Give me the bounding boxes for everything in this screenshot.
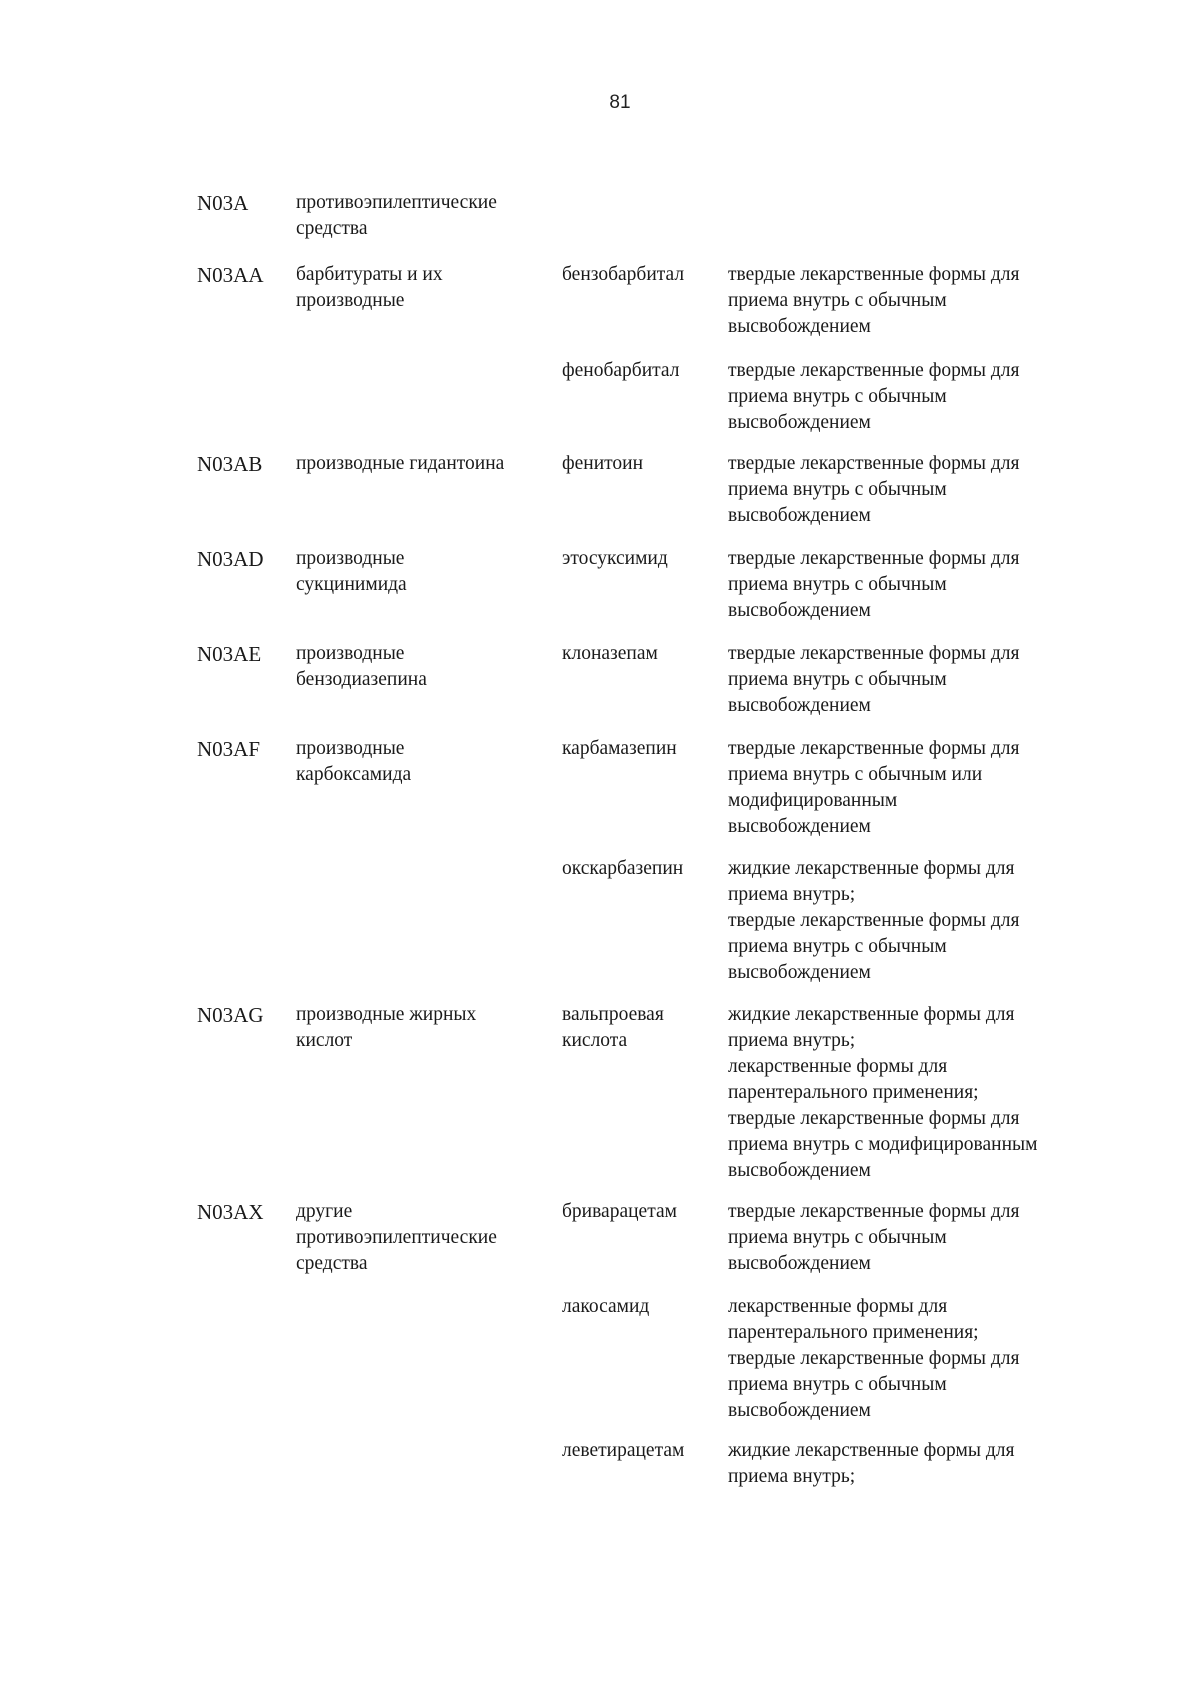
dosage-forms-cell [728,736,1098,840]
dosage-forms-line: высвобождением [728,695,871,716]
dosage-forms-line: твердые лекарственные формы для [728,910,1020,931]
group-name-line: кислот [296,1030,353,1051]
dosage-forms-cell [728,1294,1098,1424]
group-name-line: карбоксамида [296,764,412,785]
group-name-line: средства [296,218,368,239]
group-name-cell [296,736,546,788]
dosage-forms-line: лекарственные формы для [728,1296,948,1317]
dosage-forms-line: парентерального применения; [728,1322,979,1343]
dosage-forms-line: твердые лекарственные формы для [728,360,1020,381]
dosage-forms-line: твердые лекарственные формы для [728,1348,1020,1369]
group-name-line: противоэпилептические [296,1227,497,1248]
group-name-cell [296,1002,546,1054]
atc-code-cell: N03AB [197,452,263,476]
dosage-forms-line: высвобождением [728,316,871,337]
dosage-forms-cell [728,358,1098,436]
dosage-forms-cell [728,546,1098,624]
group-name-line: производные [296,548,405,569]
group-name-cell [296,1199,546,1277]
dosage-forms-line: приема внутрь; [728,1030,856,1051]
group-name-line: сукцинимида [296,574,407,595]
drug-name-line: бензобарбитал [562,264,685,285]
dosage-forms-line: жидкие лекарственные формы для [728,1440,1015,1461]
dosage-forms-line: твердые лекарственные формы для [728,643,1020,664]
drug-name-cell [562,1002,722,1054]
drug-name-line: фенобарбитал [562,360,680,381]
drug-name-cell [562,1438,722,1464]
drug-name-cell [562,262,722,288]
drug-name-cell [562,641,722,667]
dosage-forms-line: приема внутрь с обычным [728,479,947,500]
drug-name-line: фенитоин [562,453,644,474]
dosage-forms-line: высвобождением [728,1253,871,1274]
group-name-line: средства [296,1253,368,1274]
dosage-forms-line: твердые лекарственные формы для [728,453,1020,474]
drug-name-line: кислота [562,1030,628,1051]
drug-name-line: бриварацетам [562,1201,677,1222]
dosage-forms-line: твердые лекарственные формы для [728,738,1020,759]
drug-name-cell [562,1199,722,1225]
atc-code-cell: N03AE [197,642,262,666]
dosage-forms-cell [728,856,1098,986]
group-name-cell [296,641,546,693]
dosage-forms-line: приема внутрь с обычным или [728,764,983,785]
group-name-line: бензодиазепина [296,669,427,690]
dosage-forms-line: высвобождением [728,816,871,837]
drug-name-line: леветирацетам [562,1440,685,1461]
atc-code-cell: N03AA [197,263,264,287]
drug-name-cell [562,1294,722,1320]
dosage-forms-line: приема внутрь с обычным [728,669,947,690]
drug-name-cell [562,546,722,572]
dosage-forms-line: приема внутрь с обычным [728,1374,947,1395]
drug-name-cell [562,358,722,384]
dosage-forms-cell [728,1199,1098,1277]
drug-name-cell [562,856,722,882]
dosage-forms-cell [728,451,1098,529]
group-name-line: производные [296,290,405,311]
group-name-line: производные [296,738,405,759]
dosage-forms-line: высвобождением [728,412,871,433]
dosage-forms-line: лекарственные формы для [728,1056,948,1077]
group-name-line: производные [296,643,405,664]
dosage-forms-line: приема внутрь с обычным [728,1227,947,1248]
dosage-forms-line: высвобождением [728,1400,871,1421]
atc-code-cell: N03AX [197,1200,264,1224]
dosage-forms-line: жидкие лекарственные формы для [728,1004,1015,1025]
atc-code-cell: N03A [197,191,249,215]
dosage-forms-line: приема внутрь с обычным [728,290,947,311]
group-name-line: барбитураты и их [296,264,443,285]
page-number: 81 [609,92,631,113]
drug-name-line: клоназепам [562,643,658,664]
atc-code-cell: N03AF [197,737,261,761]
group-name-cell [296,262,546,314]
dosage-forms-cell [728,641,1098,719]
dosage-forms-line: приема внутрь; [728,884,856,905]
dosage-forms-line: твердые лекарственные формы для [728,548,1020,569]
dosage-forms-line: высвобождением [728,962,871,983]
dosage-forms-line: приема внутрь; [728,1466,856,1487]
group-name-line: производные гидантоина [296,453,505,474]
group-name-cell [296,190,546,242]
drug-name-line: этосуксимид [562,548,668,569]
dosage-forms-cell [728,262,1098,340]
dosage-forms-line: приема внутрь с обычным [728,574,947,595]
drug-name-cell [562,451,722,477]
dosage-forms-line: высвобождением [728,1160,871,1181]
drug-name-cell [562,736,722,762]
dosage-forms-line: приема внутрь с обычным [728,386,947,407]
group-name-line: другие [296,1201,353,1222]
drug-name-line: вальпроевая [562,1004,664,1025]
dosage-forms-line: жидкие лекарственные формы для [728,858,1015,879]
atc-code-cell: N03AD [197,547,264,571]
drug-name-line: лакосамид [562,1296,650,1317]
drug-name-line: окскарбазепин [562,858,684,879]
atc-code-cell: N03AG [197,1003,264,1027]
dosage-forms-line: парентерального применения; [728,1082,979,1103]
group-name-line: производные жирных [296,1004,477,1025]
dosage-forms-line: высвобождением [728,600,871,621]
dosage-forms-line: твердые лекарственные формы для [728,1201,1020,1222]
dosage-forms-line: высвобождением [728,505,871,526]
dosage-forms-cell [728,1002,1098,1184]
group-name-cell [296,546,546,598]
drug-name-line: карбамазепин [562,738,677,759]
dosage-forms-line: приема внутрь с модифицированным [728,1134,1038,1155]
dosage-forms-line: твердые лекарственные формы для [728,1108,1020,1129]
dosage-forms-cell [728,1438,1098,1490]
group-name-cell [296,451,546,477]
dosage-forms-line: приема внутрь с обычным [728,936,947,957]
group-name-line: противоэпилептические [296,192,497,213]
dosage-forms-line: твердые лекарственные формы для [728,264,1020,285]
dosage-forms-line: модифицированным [728,790,898,811]
